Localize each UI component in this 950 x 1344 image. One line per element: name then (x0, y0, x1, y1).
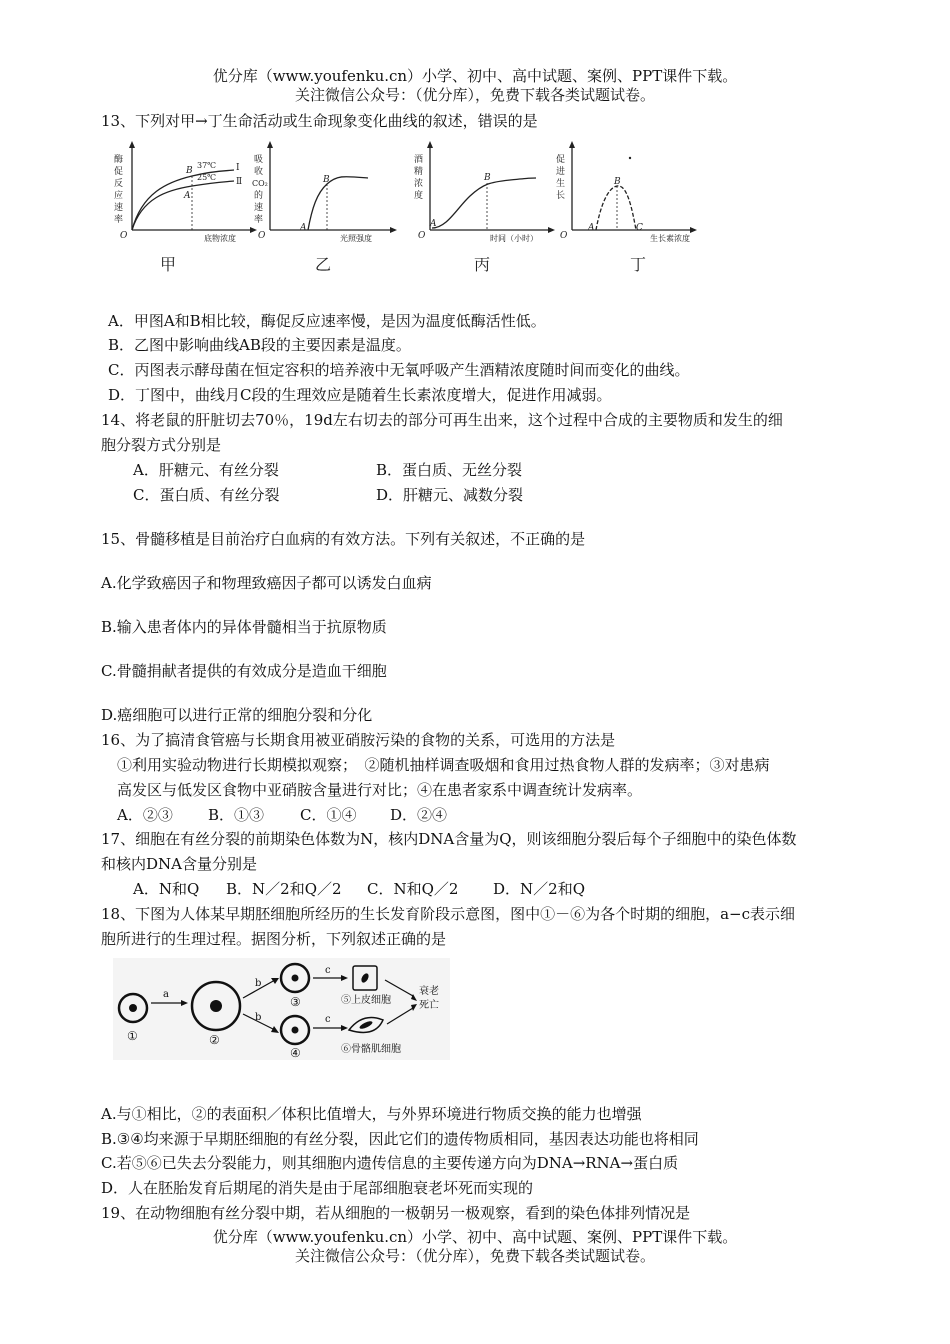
jia-curve-25: 25℃ (197, 173, 217, 182)
q14-stem-line-1: 14、将老鼠的肝脏切去70％，19d左右切去的部分可再生出来，这个过程中合成的主要物质和发生的细 (101, 411, 783, 429)
q16-option-b: B．①③ (208, 806, 265, 824)
cell-1-label: ① (127, 1029, 138, 1043)
header-line-2: 关注微信公众号：（优分库），免费下载各类试题试卷。 (294, 86, 655, 104)
jia-caption: 甲 (160, 255, 177, 274)
yi-origin: O (258, 231, 266, 241)
cell-4-label: ④ (290, 1046, 301, 1060)
q16-detail-line-1: ①利用实验动物进行长期模拟观察； ②随机抽样调查吸烟和食用过热食物人群的发病率；③对患病 (117, 756, 770, 774)
cell-4-nucleus (292, 1027, 299, 1034)
yi-ylabel-1: 吸 (254, 155, 264, 165)
arrow-c-upper-label: c (325, 965, 331, 976)
bing-xlabel: 时间（小时） (490, 234, 538, 243)
q16-detail-line-2: 高发区与低发区食物中亚硝胺含量进行对比；④在患者家系中调查统计发病率。 (117, 781, 643, 799)
q13-option-b: B．乙图中影响曲线AB段的主要因素是温度。 (108, 336, 411, 354)
q14-option-d: D．肝糖元、减数分裂 (376, 486, 524, 504)
q16-stem: 16、为了搞清食管癌与长期食用被亚硝胺污染的食物的关系，可选用的方法是 (101, 731, 616, 749)
q19-stem: 19、在动物细胞有丝分裂中期，若从细胞的一极朝另一极观察，看到的染色体排列情况是 (101, 1204, 691, 1222)
bing-ylabel-2: 精 (414, 167, 424, 177)
q14-option-a: A．肝糖元、有丝分裂 (133, 461, 279, 479)
q13-option-d: D．丁图中，曲线月C段的生理效应是随着生长素浓度增大，促进作用减弱。 (108, 386, 612, 404)
yi-caption: 乙 (315, 255, 332, 274)
q13-option-c: C．丙图表示酵母菌在恒定容积的培养液中无氧呼吸产生酒精浓度随时间而变化的曲线。 (108, 361, 690, 379)
yi-ylabel-4: 的 (254, 191, 264, 201)
q14-stem-line-2: 胞分裂方式分别是 (101, 436, 222, 454)
bing-caption: 丙 (474, 255, 491, 274)
cell-3-label: ③ (290, 995, 301, 1009)
arrow-b-lower-label: b (255, 1012, 262, 1023)
q18-option-c: C.若⑤⑥已失去分裂能力，则其细胞内遗传信息的主要传递方向为DNA→RNA→蛋白质 (101, 1154, 679, 1172)
q17-option-a: A．N和Q (133, 880, 200, 898)
jia-ylabel-6: 率 (114, 215, 124, 225)
arrow-a-label: a (163, 989, 169, 1000)
q18-option-b: B.③④均来源于早期胚细胞的有丝分裂，因此它们的遗传物质相同，基因表达功能也将相同 (101, 1130, 699, 1148)
q13-option-a: A．甲图A和B相比较，酶促反应速率慢，是因为温度低酶活性低。 (108, 312, 546, 330)
q15-option-d: D.癌细胞可以进行正常的细胞分裂和分化 (101, 706, 373, 724)
ding-ylabel-3: 生 (556, 179, 566, 189)
jia-roman-2: Ⅱ (236, 177, 243, 187)
q17-option-d: D．N／2和Q (493, 880, 585, 898)
cell-2-nucleus (210, 1000, 222, 1012)
ding-ylabel-4: 长 (556, 191, 566, 201)
ding-caption: 丁 (630, 255, 647, 274)
q15-option-a: A.化学致癌因子和物理致癌因子都可以诱发白血病 (101, 574, 432, 592)
bing-ylabel-4: 度 (414, 191, 424, 201)
yi-ylabel-6: 率 (254, 215, 264, 225)
jia-curve-37: 37℃ (197, 161, 217, 170)
q13-stem: 13、下列对甲→丁生命活动或生命现象变化曲线的叙述，错误的是 (101, 112, 538, 130)
q15-option-b: B.输入患者体内的异体骨髓相当于抗原物质 (101, 618, 387, 636)
q17-stem-line-2: 和核内DNA含量分别是 (101, 855, 257, 873)
cell-1-nucleus (129, 1004, 137, 1012)
ding-point-c: C (636, 223, 643, 233)
q16-option-c: C．①④ (300, 806, 357, 824)
jia-ylabel-3: 反 (114, 179, 124, 189)
footer-line-1: 优分库（www.youfenku.cn）小学、初中、高中试题、案例、PPT课件下载。 (212, 1228, 738, 1246)
ding-ylabel-2: 进 (556, 167, 566, 177)
yi-ylabel-3: CO₂ (252, 179, 268, 188)
yi-ylabel-2: 收 (254, 167, 264, 177)
ding-xlabel: 生长素浓度 (650, 234, 690, 243)
q14-option-c: C．蛋白质、有丝分裂 (133, 486, 280, 504)
cell-5-label: ⑤上皮细胞 (341, 995, 391, 1006)
bing-point-b: B (484, 173, 491, 183)
arrow-c-lower-label: c (325, 1014, 331, 1025)
jia-point-b: B (186, 166, 193, 176)
q16-option-d: D．②④ (390, 806, 448, 824)
jia-xlabel: 底物浓度 (204, 234, 236, 243)
graph-yi (252, 141, 397, 274)
cell-2-label: ② (209, 1033, 220, 1047)
q17-option-b: B．N／2和Q／2 (226, 880, 342, 898)
yi-ylabel-5: 速 (254, 203, 264, 213)
jia-ylabel-2: 促 (114, 167, 124, 177)
jia-origin: O (120, 231, 128, 241)
q15-option-c: C.骨髓捐献者提供的有效成分是造血干细胞 (101, 662, 387, 680)
arrow-b-upper-label: b (255, 978, 262, 989)
jia-ylabel-4: 应 (114, 191, 124, 201)
q17-stem-line-1: 17、细胞在有丝分裂的前期染色体数为N，核内DNA含量为Q，则该细胞分裂后每个子细胞中的染色体数 (101, 830, 797, 848)
bing-origin: O (418, 231, 426, 241)
q13-figure (112, 138, 700, 276)
jia-point-a: A (184, 191, 191, 201)
q18-option-d: D．人在胚胎发育后期尾的消失是由于尾部细胞衰老坏死而实现的 (101, 1179, 534, 1197)
jia-ylabel-5: 速 (114, 203, 124, 213)
bing-ylabel-3: 浓 (414, 179, 424, 189)
q15-stem: 15、骨髓移植是目前治疗白血病的有效方法。下列有关叙述，不正确的是 (101, 530, 586, 548)
ding-ylabel-1: 促 (556, 155, 566, 165)
bing-point-a: A (430, 219, 437, 229)
yi-xlabel: 光照强度 (340, 234, 372, 243)
header-line-1: 优分库（www.youfenku.cn）小学、初中、高中试题、案例、PPT课件下载。 (212, 67, 738, 85)
yi-point-b: B (323, 175, 330, 185)
end-label-aging: 衰老 (419, 986, 439, 997)
q18-figure (113, 958, 450, 1060)
end-label-death: 死亡 (419, 1000, 439, 1011)
graph-bing (414, 141, 555, 274)
ding-point-b: B (614, 177, 621, 187)
bing-ylabel-1: 酒 (414, 155, 424, 165)
ding-point-a: A (588, 223, 595, 233)
graph-ding (556, 141, 697, 274)
q18-option-a: A.与①相比，②的表面积／体积比值增大，与外界环境进行物质交换的能力也增强 (101, 1105, 642, 1123)
jia-ylabel-1: 酶 (114, 155, 124, 165)
q18-stem-line-2: 胞所进行的生理过程。据图分析，下列叙述正确的是 (101, 930, 447, 948)
cell-6-label: ⑥骨骼肌细胞 (341, 1044, 401, 1055)
jia-roman-1: Ⅰ (236, 163, 240, 173)
q14-option-b: B．蛋白质、无丝分裂 (376, 461, 523, 479)
graph-jia (114, 141, 257, 274)
q17-option-c: C．N和Q／2 (367, 880, 459, 898)
ding-origin: O (560, 231, 568, 241)
footer-line-2: 关注微信公众号：（优分库），免费下载各类试题试卷。 (294, 1247, 655, 1265)
q18-stem-line-1: 18、下图为人体某早期胚细胞所经历的生长发育阶段示意图，图中①－⑥为各个时期的细胞，a−c表示细 (101, 905, 796, 923)
cell-3-nucleus (292, 975, 299, 982)
q16-option-a: A．②③ (117, 806, 173, 824)
yi-point-a: A (300, 223, 307, 233)
